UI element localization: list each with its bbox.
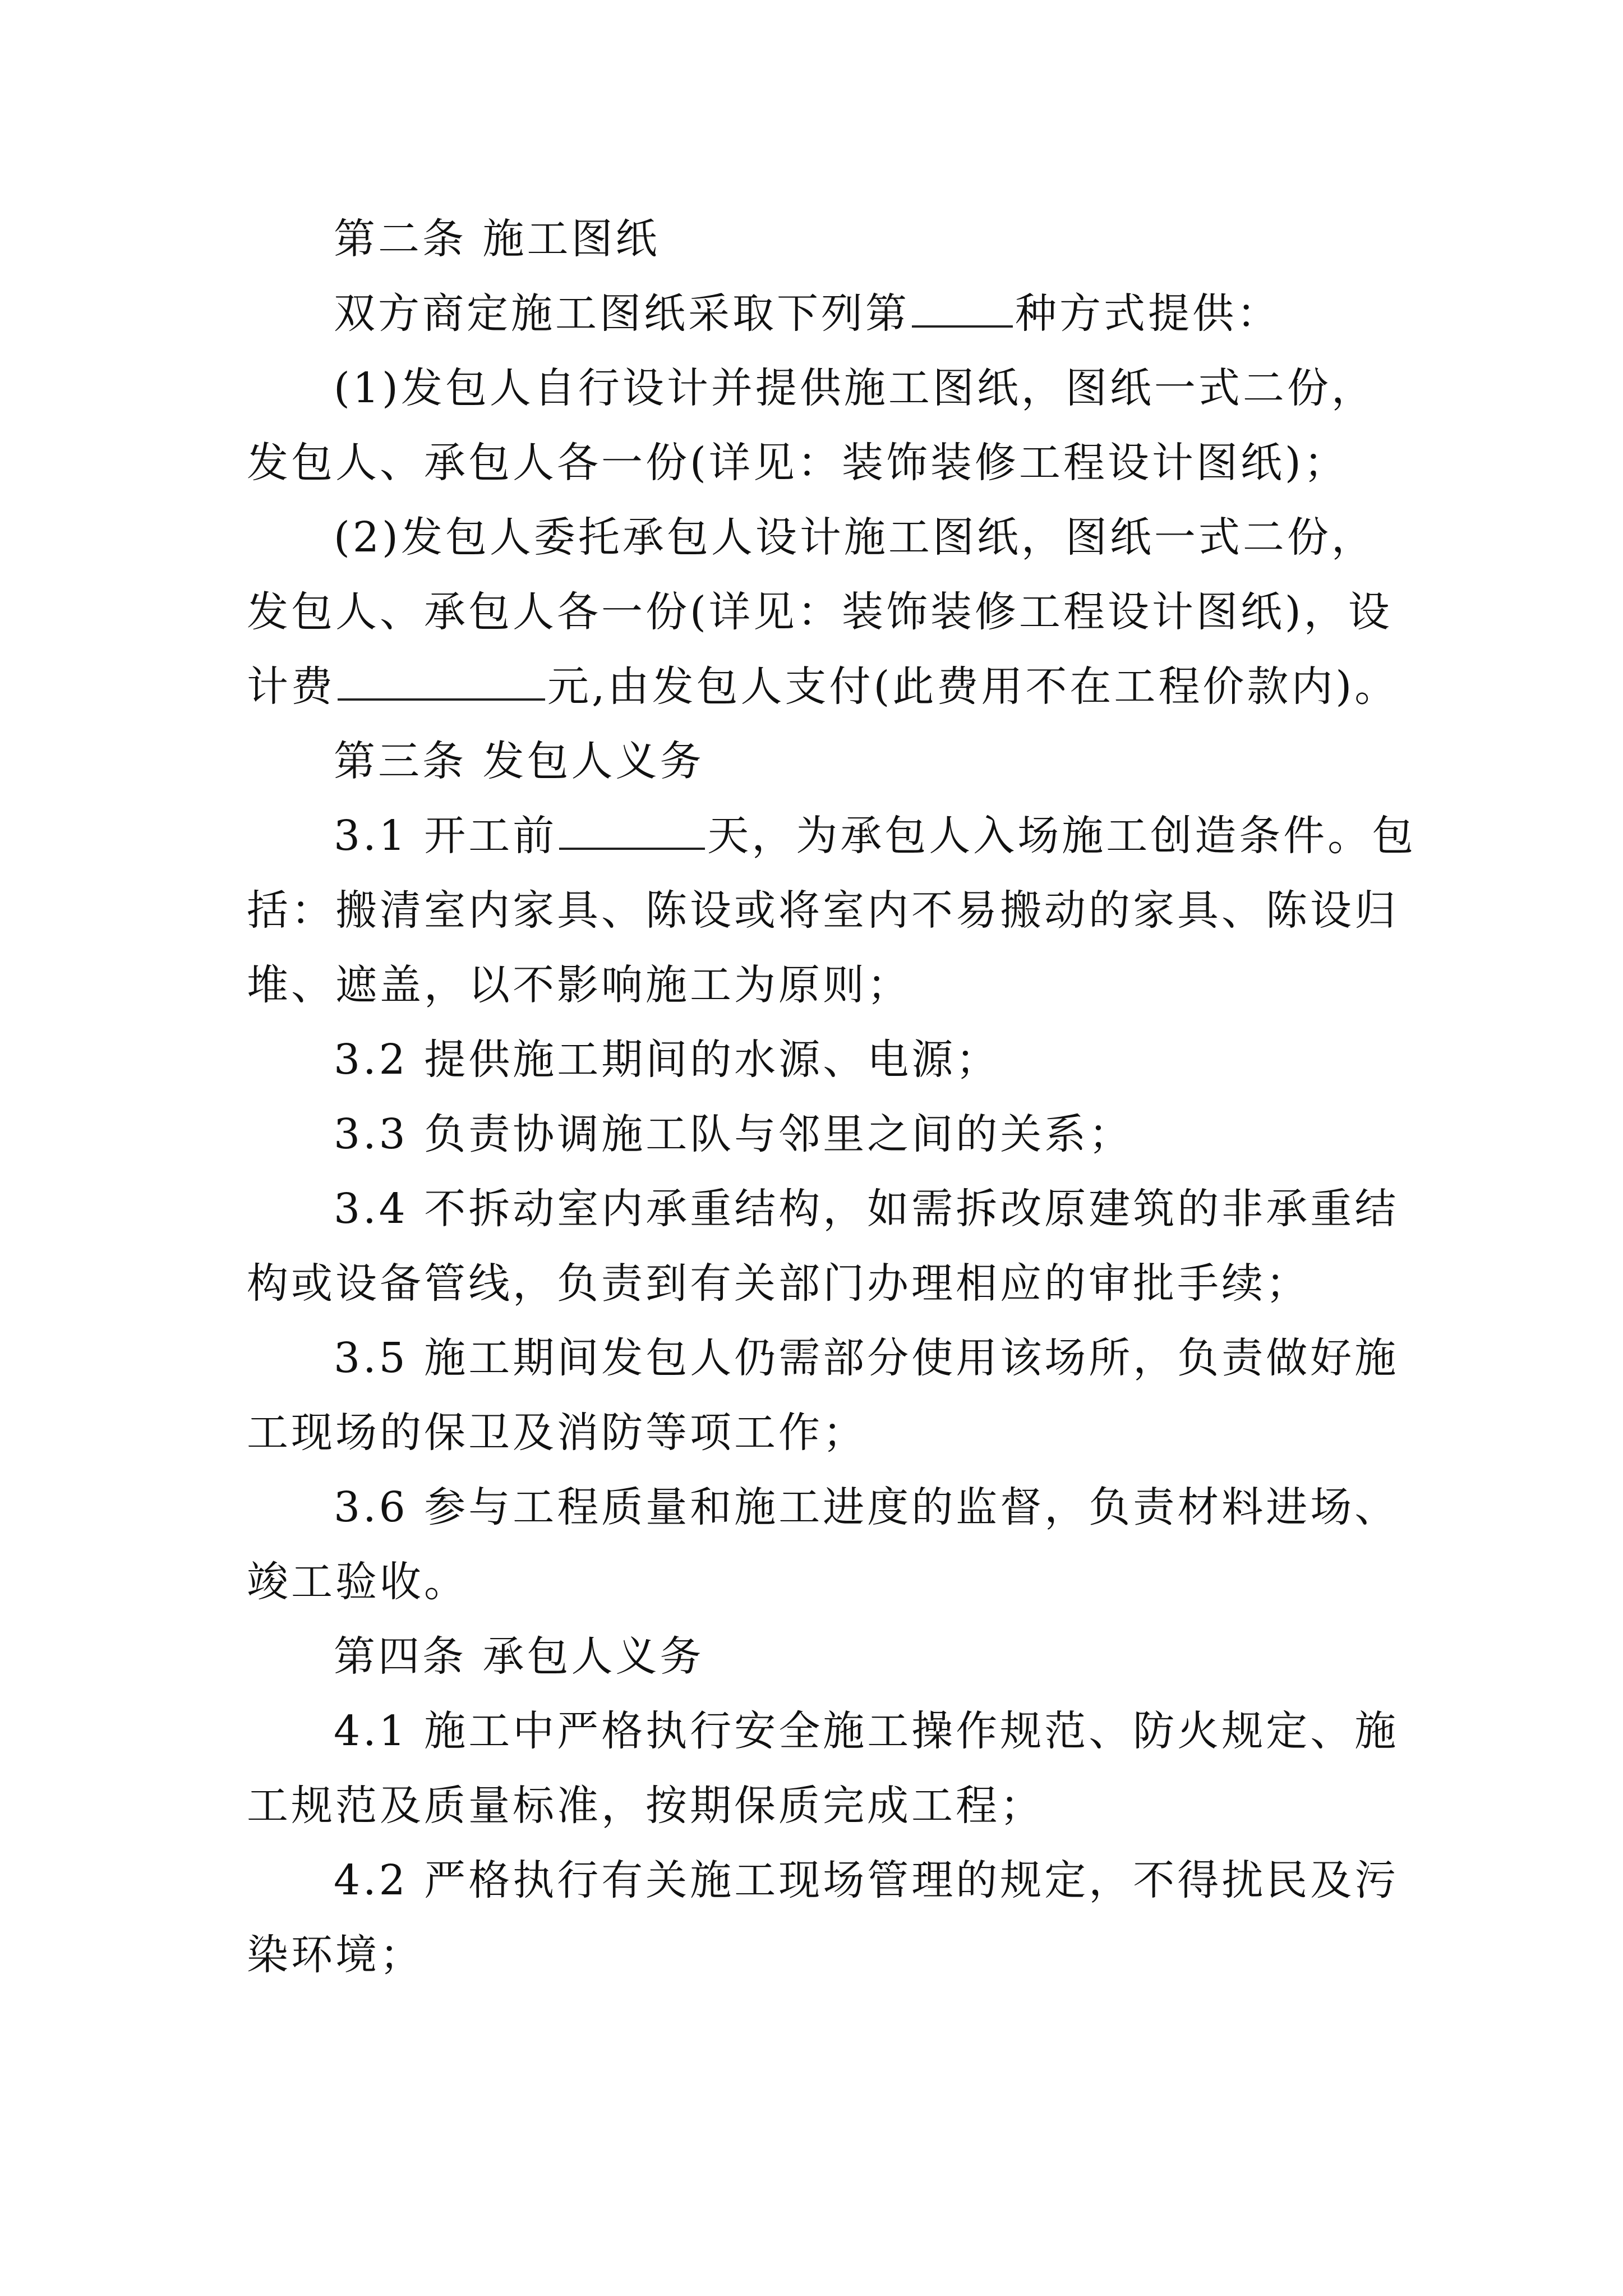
article-3-heading: 第三条 发包人义务: [334, 737, 704, 785]
method-number-blank: [912, 286, 1013, 328]
item-3-1-line-3: 堆、遮盖，以不影响施工为原则；: [247, 961, 911, 1009]
days-before-start-blank: [559, 808, 705, 850]
item-3-1-line-2: 括：搬清室内家具、陈设或将室内不易搬动的家具、陈设归: [247, 886, 1399, 935]
option-2-line-1: (2)发包人委托承包人设计施工图纸，图纸一式二份，: [334, 513, 1376, 562]
item-3-6-line-1: 3.6 参与工程质量和施工进度的监督，负责材料进场、: [334, 1483, 1399, 1531]
item-4-2-line-1: 4.2 严格执行有关施工现场管理的规定，不得扰民及污: [334, 1856, 1399, 1904]
item-4-1-line-2: 工规范及质量标准，按期保质完成工程；: [247, 1782, 1044, 1830]
contract-text: [247, 202, 1417, 1993]
item-3-1-post: 天，为承包人入场施工创造条件。包: [707, 812, 1417, 860]
item-3-1-pre: 3.1 开工前: [334, 812, 557, 860]
item-3-4-line-2: 构或设备管线，负责到有关部门办理相应的审批手续；: [247, 1259, 1310, 1308]
item-4-1-line-1: 4.1 施工中严格执行安全施工操作规范、防火规定、施: [334, 1707, 1399, 1755]
article-2-intro: [247, 277, 1391, 351]
item-3-6-line-2: 竣工验收。: [247, 1558, 468, 1606]
item-3-1-line-1: [247, 799, 1417, 873]
option-2-line-3-post: 元,由发包人支付(此费用不在工程价款内)。: [547, 662, 1399, 711]
option-2-line-3-pre: 计费: [247, 662, 335, 711]
item-3-3: 3.3 负责协调施工队与邻里之间的关系；: [334, 1110, 1133, 1158]
article-2-intro-post: 种方式提供：: [1015, 289, 1281, 338]
article-2-heading: 第二条 施工图纸: [334, 215, 660, 263]
option-2-line-2: 发包人、承包人各一份(详见：装饰装修工程设计图纸)，设: [247, 588, 1393, 636]
option-1-line-1: (1)发包人自行设计并提供施工图纸，图纸一式二份，: [334, 364, 1376, 412]
item-4-2-line-2: 染环境；: [247, 1931, 424, 1979]
design-fee-blank: [338, 659, 545, 701]
item-3-4-line-1: 3.4 不拆动室内承重结构，如需拆改原建筑的非承重结: [334, 1185, 1399, 1233]
item-3-2: 3.2 提供施工期间的水源、电源；: [334, 1036, 1000, 1084]
option-1-line-2: 发包人、承包人各一份(详见：装饰装修工程设计图纸)；: [247, 439, 1348, 487]
item-3-5-line-1: 3.5 施工期间发包人仍需部分使用该场所，负责做好施: [334, 1334, 1399, 1382]
article-4-heading: 第四条 承包人义务: [334, 1632, 704, 1681]
item-3-5-line-2: 工现场的保卫及消防等项工作；: [247, 1409, 867, 1457]
option-2-line-3: [247, 650, 1399, 724]
article-2-intro-pre: 双方商定施工图纸采取下列第: [334, 289, 910, 338]
